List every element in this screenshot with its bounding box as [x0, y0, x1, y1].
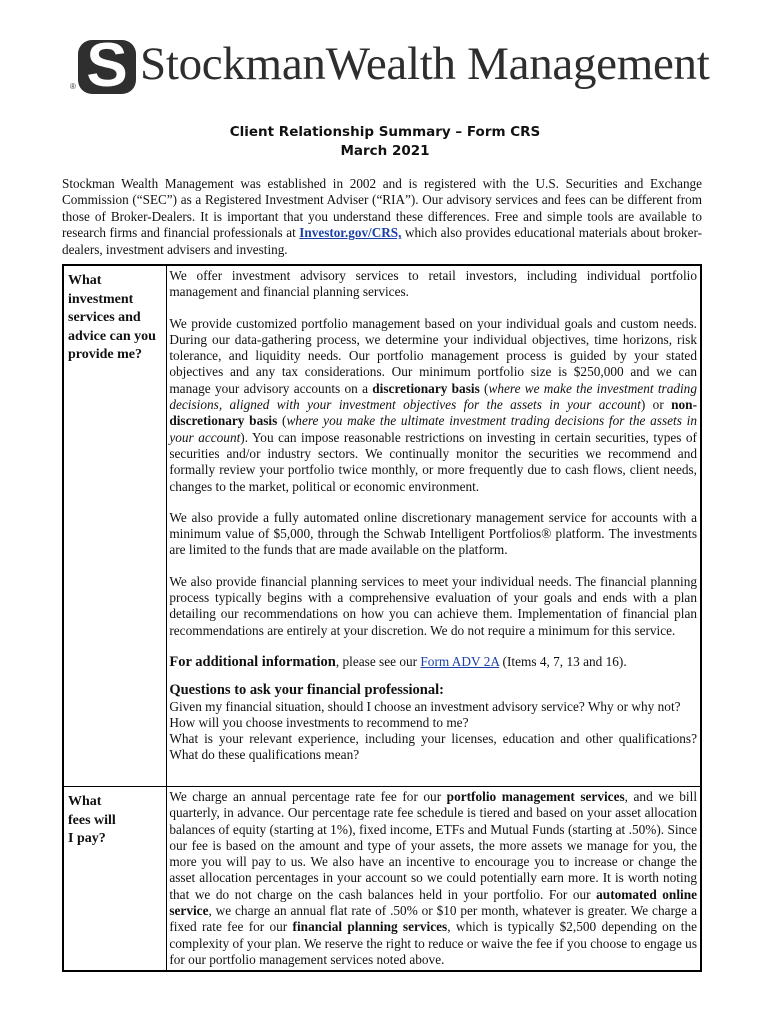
logo-s-mark: [78, 31, 136, 100]
logo-s-letter: S: [86, 31, 128, 100]
question-2: How will you choose investments to recommend to me?: [169, 714, 469, 730]
question-3: What is your relevant experience, including your licenses, education and other qualifications? What do these qualifications mean?: [169, 731, 697, 763]
intro-paragraph: [62, 176, 702, 258]
logo-firm-name: StockmanWealth Management: [140, 38, 710, 90]
fees-paragraph: We charge an annual percentage rate fee for our portfolio management services, and we bill quarterly, in advance. Our percentage rate fee schedule is tiered and based on your asset allocation balances of equity (starting at 1%), fixed income, ETFs and Mutual Funds (starting at .50%). Since our fee is based on the amount and type of your assets, the more assets we manage for you, the more you will pay to us. We also have an incentive to encourage you to increase or change the asset allocation percentages in your account so we could potentially earn more. It is worth noting that we do not charge on the cash balances held in your portfolio. For our automated online service, we charge an annual flat rate of .50% or $10 per month, whatever is greater. We charge a fixed rate fee for our financial planning services, which is typically $2,500 depending on the complexity of your plan. We reserve the right to reduce or waive the fee if you choose to engage us for our portfolio management services noted above.: [169, 789, 698, 967]
services-p4: We also provide financial planning services to meet your individual needs. The financial planning process typically begins with a comprehensive evaluation of your goals and ends with a plan detailing our recommendations on how you can achieve them. Implementation of financial plan recommendations are entirely at your discretion. We do not require a minimum for this service.: [169, 573, 697, 638]
services-question: What investment services and advice can you provide me?: [63, 265, 167, 787]
registered-mark: ®: [70, 82, 76, 91]
investor-gov-link[interactable]: Investor.gov/CRS,: [299, 225, 402, 241]
intro-text-end: which also provides educational materials about broker-dealers, investment advisers and investing.: [62, 225, 702, 257]
additional-info: For additional information, please see our Form ADV 2A (Items 4, 7, 13 and 16).: [169, 653, 627, 670]
intro-text: Stockman Wealth Management was established in 2002 and is registered with the U.S. Securities and Exchange Commission (“SEC”) as a Registered Investment Adviser (“RIA”). Our advisory services and fees can be different from those of Broker-Dealers. It is important that you understand these differences. Free and simple tools are available to research firms and financial professionals at: [62, 176, 702, 241]
firm-logo: [70, 31, 710, 100]
crs-table: [62, 264, 702, 972]
questions-heading: Questions to ask your financial professional:: [169, 682, 444, 699]
services-p2: We provide customized portfolio management based on your individual goals and custom needs. During our data-gathering process, we determine your individual objectives, time horizons, risk tolerance, and liquidity needs. Our portfolio management process is guided by your stated objectives and any tax considerations. Our minimum portfolio size is $250,000 and we can manage your advisory accounts on a discretionary basis (where we make the investment trading decisions, aligned with your investment objectives for the assets in your account) or non-discretionary basis (where you make the ultimate investment trading decisions for the assets in your account). You can impose reasonable restrictions on investing in certain securities, types of securities and/or industry sectors. We continually monitor the securities we recommend and formally review your portfolio twice monthly, or more frequently due to cash flows, client needs, changes to the market, political or economic environment.: [169, 315, 697, 494]
fees-row: [63, 787, 701, 972]
question-1: Given my financial situation, should I choose an investment advisory service? Why or why not?: [169, 698, 681, 714]
services-answer: [167, 265, 701, 787]
document-date: March 2021: [340, 143, 430, 159]
services-row: [63, 265, 701, 787]
services-p1: We offer investment advisory services to retail investors, including individual portfolio management and financial planning services.: [169, 268, 697, 300]
fees-answer: [167, 787, 701, 972]
fees-question: What fees will I pay?: [63, 787, 167, 972]
services-p3: We also provide a fully automated online discretionary management service for accounts with a minimum value of $5,000, through the Schwab Intelligent Portfolios® platform. The investments are limited to the funds that are made available on the platform.: [169, 509, 697, 558]
form-adv-2a-link[interactable]: Form ADV 2A: [420, 653, 500, 669]
document-title: Client Relationship Summary – Form CRS: [229, 124, 541, 140]
